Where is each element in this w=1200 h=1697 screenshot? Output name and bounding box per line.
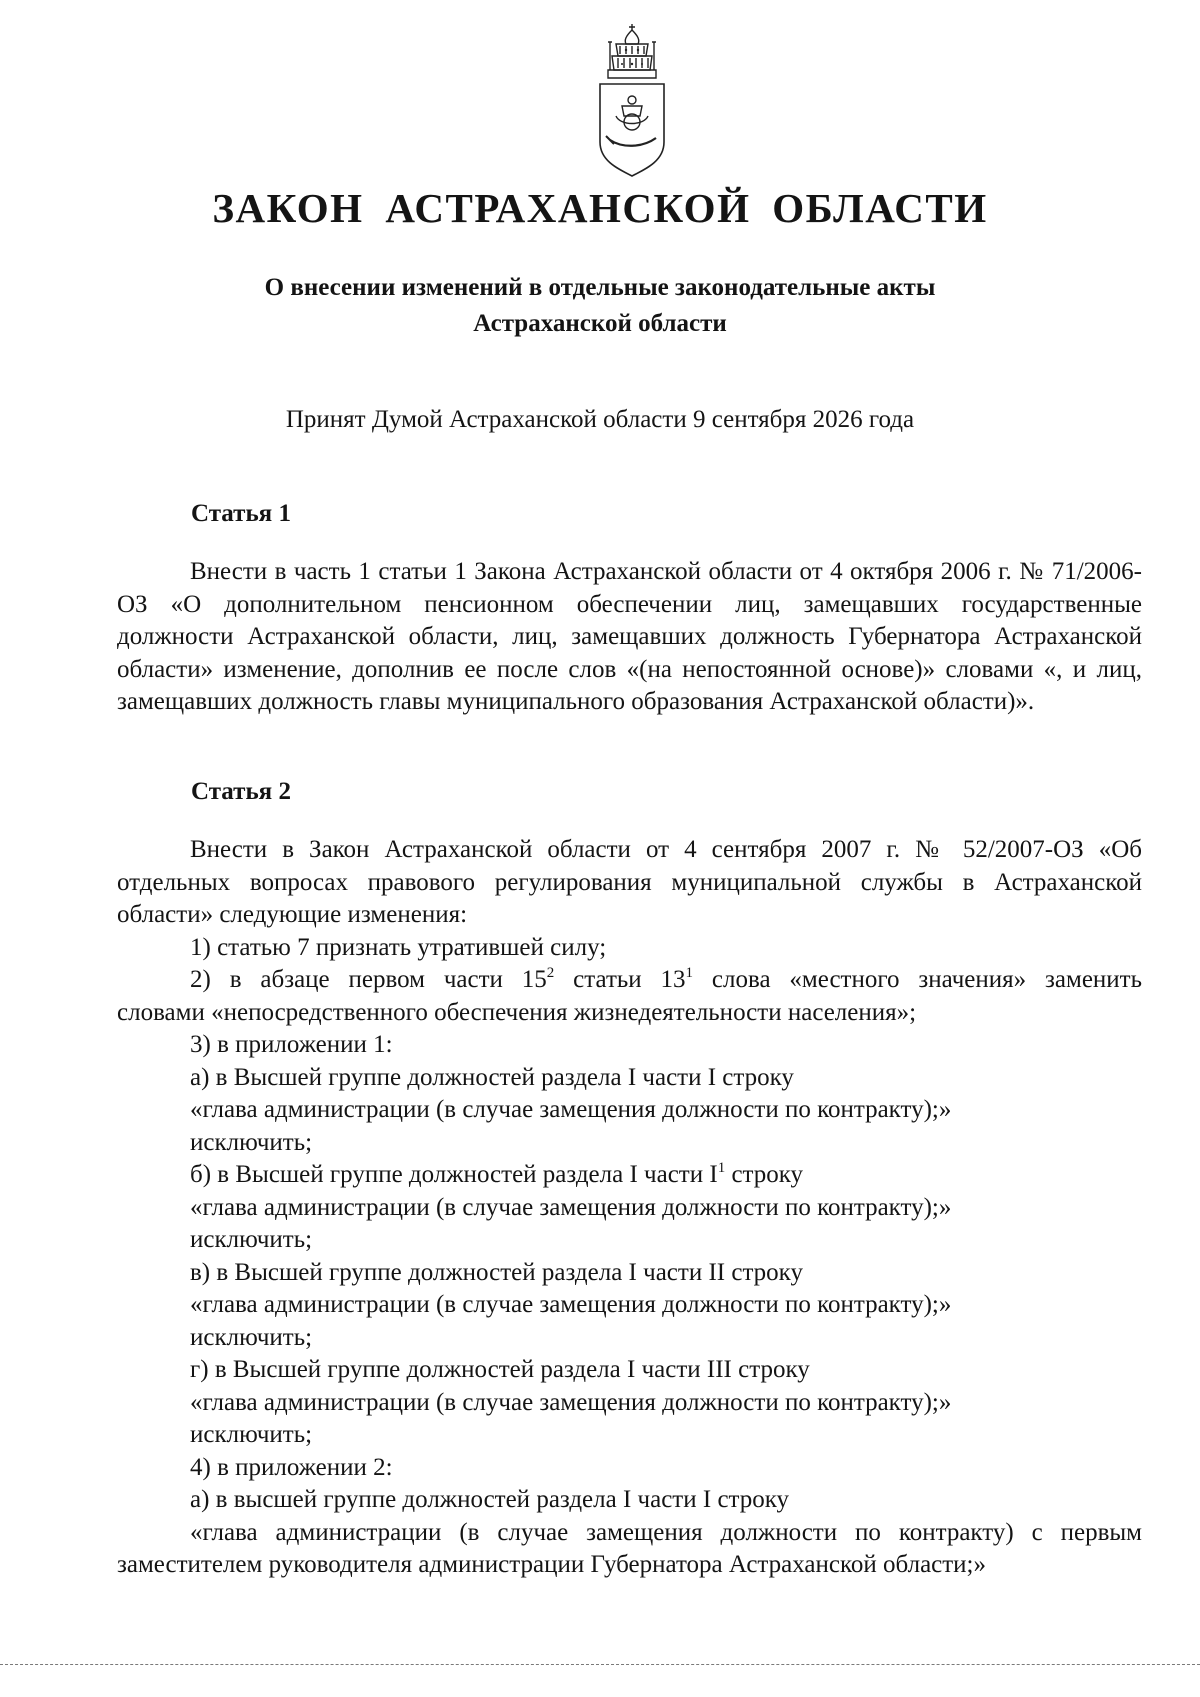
item-3a-exclude: исключить; — [190, 1129, 313, 1156]
item-3g: г) в Высшей группе должностей раздела I части III строку — [190, 1356, 810, 1383]
item-4a: а) в высшей группе должностей раздела I части I строку — [190, 1486, 790, 1513]
item-3a: а) в Высшей группе должностей раздела I части I строку — [190, 1064, 794, 1091]
item-3g-quote: «глава администрации (в случае замещения должности по контракту);» — [190, 1389, 952, 1416]
article-2-heading: Статья 2 — [191, 778, 291, 805]
item-2-continuation: словами «непосредственного обеспечения жизнедеятельности населения»; — [117, 999, 917, 1026]
item-3v-quote: «глава администрации (в случае замещения должности по контракту);» — [190, 1291, 952, 1318]
law-title: ЗАКОН АСТРАХАНСКОЙ ОБЛАСТИ — [212, 185, 988, 231]
item-2-superscript-1: 2 — [546, 965, 555, 981]
scan-bottom-rule — [0, 1664, 1200, 1665]
item-3b — [190, 1159, 803, 1192]
article-1-heading: Статья 1 — [191, 500, 291, 527]
item-2-superscript-2: 1 — [685, 965, 694, 981]
item-2-part-a: 2) в абзаце первом части 15 — [190, 966, 547, 993]
law-subtitle — [0, 270, 1200, 342]
item-3b-quote: «глава администрации (в случае замещения должности по контракту);» — [190, 1194, 952, 1221]
item-3: 3) в приложении 1: — [190, 1031, 393, 1058]
item-2-part-c: слова «местного значения» заменить — [693, 966, 1142, 993]
adoption-line: Принят Думой Астраханской области 9 сентября 2026 года — [285, 406, 915, 433]
article-2-intro: Внести в Закон Астраханской области от 4 сентября 2007 г. № 52/2007-ОЗ «Об отдельных вопросах правового регулирования муниципальной службы в Астраханской области» следующие изменения: — [117, 836, 1142, 928]
item-2-part-b: статьи 13 — [554, 966, 686, 993]
item-4a-quote-line1: «глава администрации (в случае замещения должности по контракту) с первым — [190, 1519, 1142, 1546]
item-2 — [117, 964, 1142, 997]
item-1: 1) статью 7 признать утратившей силу; — [190, 934, 607, 961]
item-3b-part-a: б) в Высшей группе должностей раздела I части I — [190, 1161, 718, 1188]
article-1-text: Внести в часть 1 статьи 1 Закона Астраханской области от 4 октября 2006 г. № 71/2006-ОЗ «О дополнительном пенсионном обеспечении лиц, замещавших государственные должности Астраханской области, лиц, замещавших должность Губернатора Астраханской области» изменение, дополнив ее после слов «(на непостоянной основе)» словами «, и лиц, замещавших должность главы муниципального образования Астраханской области)». — [117, 558, 1142, 715]
astrakhan-coat-of-arms-icon — [586, 22, 678, 182]
item-3g-exclude: исключить; — [190, 1421, 313, 1448]
item-3a-quote: «глава администрации (в случае замещения должности по контракту);» — [190, 1096, 952, 1123]
item-3b-exclude: исключить; — [190, 1226, 313, 1253]
item-4a-quote-line2: заместителем руководителя администрации Губернатора Астраханской области;» — [117, 1551, 987, 1578]
law-subtitle-line1: О внесении изменений в отдельные законодательные акты — [264, 274, 936, 301]
item-3b-part-b: строку — [725, 1161, 804, 1188]
item-3v-exclude: исключить; — [190, 1324, 313, 1351]
law-subtitle-line2: Астраханской области — [473, 310, 727, 337]
item-4: 4) в приложении 2: — [190, 1454, 393, 1481]
item-3b-superscript: 1 — [717, 1160, 726, 1176]
item-3v: в) в Высшей группе должностей раздела I части II строку — [190, 1259, 803, 1286]
